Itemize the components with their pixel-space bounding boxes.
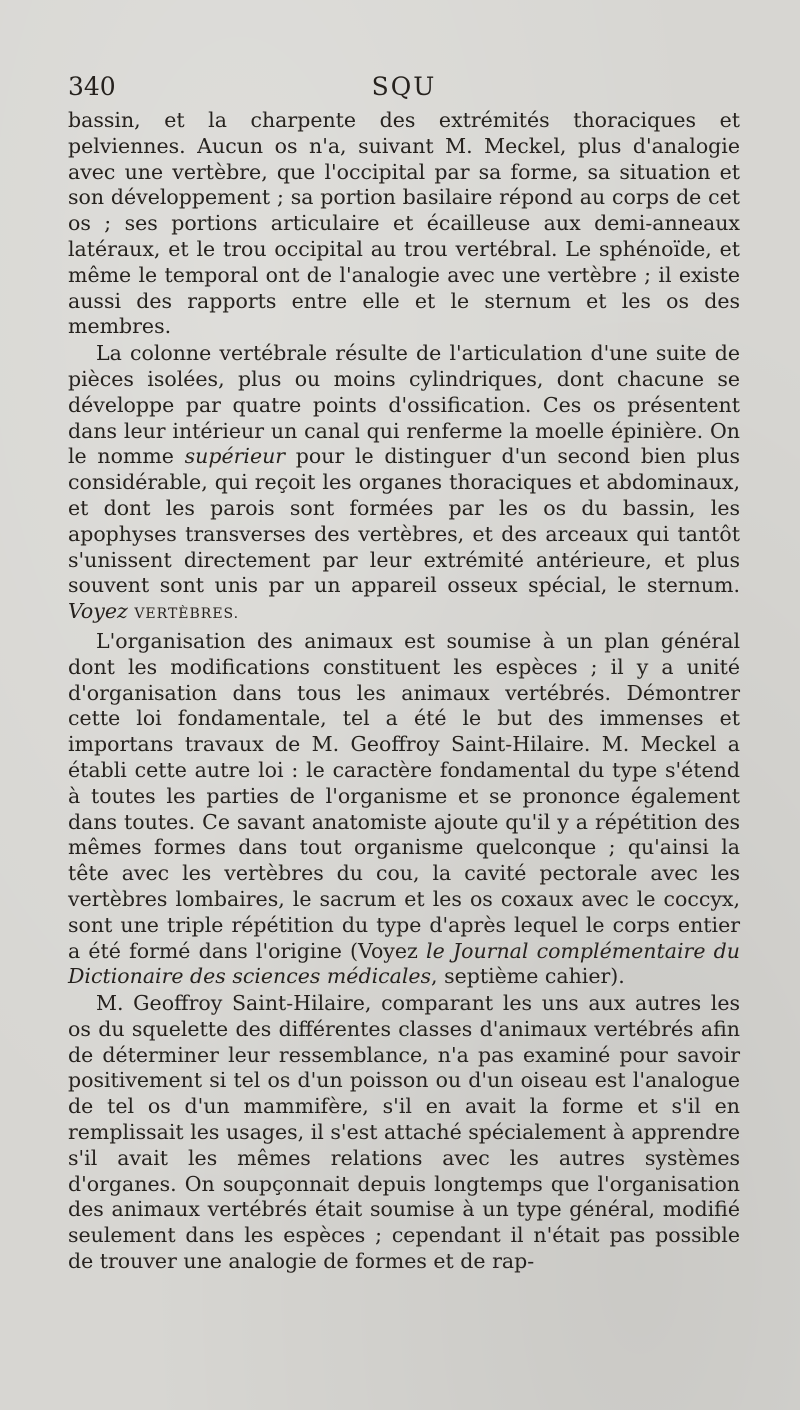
- italic-citation: le Journal complémentaire du Dictionaire des sciences médicales: [68, 938, 740, 989]
- paragraph-organisation: [68, 629, 740, 990]
- cross-reference-voyez: Voyez: [68, 599, 128, 624]
- paragraph-vertebral-column: [68, 341, 740, 628]
- paragraph-text: , septième cahier).: [431, 964, 625, 989]
- body-text: [68, 108, 740, 1276]
- running-head: SQU: [371, 72, 437, 101]
- paragraph-continued: [68, 108, 740, 340]
- paragraph-text: M. Geoffroy Saint-Hilaire, comparant les uns aux autres les os du squelette des différentes classes d'animaux vertébrés afin de déterminer leur ressemblance, n'a pas examiné pour savoir positivement si tel os d'un poisson ou d'un oiseau est l'analogue de tel os d'un mammifère, s'il en avait la forme et s'il en remplissait les usages, il s'est attaché spécialement à apprendre s'il avait les mêmes relations avec les autres systèmes d'organes. On soupçonnait depuis longtemps que l'organisation des animaux vertébrés était soumise à un type général, modifié seulement dans les espèces ; cependant il n'était pas possible de trouver une analogie de formes et de rap-: [68, 991, 740, 1274]
- italic-term: supérieur: [184, 444, 286, 469]
- page-number: 340: [68, 72, 116, 101]
- paragraph-text: La colonne vertébrale résulte de l'articulation d'une suite de pièces isolées, plus ou moins cylindriques, dont chacune se développe par quatre points d'ossification. Ces os présentent dans leur intérieur un canal qui renferme la moelle épinière. On le nomme: [68, 341, 740, 469]
- paragraph-geoffroy: [68, 991, 740, 1275]
- paragraph-text: pour le distinguer d'un second bien plus considérable, qui reçoit les organes thoraciques et abdominaux, et dont les parois sont formées par les os du bassin, les apophyses transverses des vertèbres, et des arceaux qui tantôt s'unissent directement par leur extrémité antérieure, et plus souvent sont unis par un appareil osseux spécial, le sternum.: [68, 444, 740, 598]
- paragraph-text: L'organisation des animaux est soumise à un plan général dont les modifications constituent les espèces ; il y a unité d'organisation dans tous les animaux vertébrés. Démontrer cette loi fondamentale, tel a été le but des immenses et importans travaux de M. Geoffroy Saint-Hilaire. M. Meckel a établi cette autre loi : le caractère fondamental du type s'étend à toutes les parties de l'organisme et se prononce également dans toutes. Ce savant anatomiste ajoute qu'il y a répétition des mêmes formes dans tout organisme quelconque ; qu'ainsi la tête avec les vertèbres du cou, la cavité pectorale avec les vertèbres lombaires, le sacrum et les os coxaux avec le coccyx, sont une triple répétition du type d'après lequel le corps entier a été formé dans l'origine (Voyez: [68, 628, 740, 963]
- page-header: [68, 72, 740, 106]
- cross-reference-target: VERTÈBRES.: [134, 606, 240, 623]
- paragraph-text: bassin, et la charpente des extrémités thoraciques et pelviennes. Aucun os n'a, suivant M. Meckel, plus d'analogie avec une vertèbre, que l'occipital par sa forme, sa situation et son développement ; sa portion basilaire répond au corps de cet os ; ses portions articulaire et écailleuse aux demi-anneaux latéraux, et le trou occipital au trou vertébral. Le sphénoïde, et même le temporal ont de l'analogie avec une vertèbre ; il existe aussi des rapports entre elle et le sternum et les os des membres.: [68, 108, 740, 339]
